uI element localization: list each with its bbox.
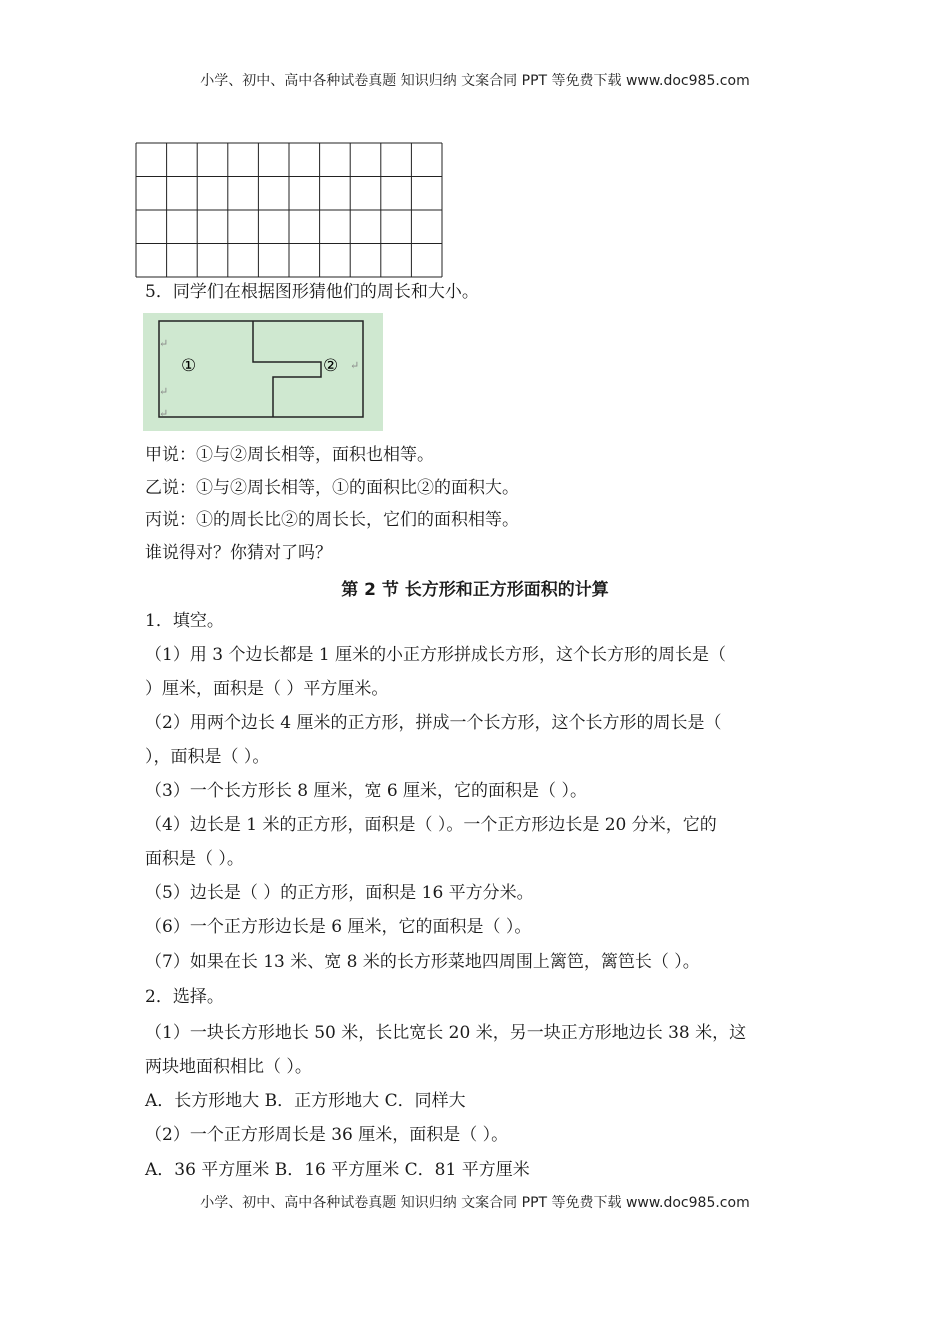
part1-line-6: （4）边长是 1 米的正方形，面积是（ ）。一个正方形边长是 20 分米，它的: [145, 815, 717, 835]
figure-background: [143, 313, 383, 431]
part1-line-4: ），面积是（ ）。: [145, 747, 270, 767]
part1-line-9: （6）一个正方形边长是 6 厘米，它的面积是（ ）。: [145, 917, 532, 937]
paragraph-mark-icon: ↵: [350, 359, 360, 372]
part1-line-8: （5）边长是（ ）的正方形，面积是 16 平方分米。: [145, 883, 534, 903]
question-who: 谁说得对？你猜对了吗？: [145, 543, 332, 563]
part2-line-3: （2）一个正方形周长是 36 厘米，面积是（ ）。: [145, 1125, 509, 1145]
part2-options-2: A．36 平方厘米 B．16 平方厘米 C．81 平方厘米: [145, 1160, 530, 1180]
part1-line-1: （1）用 3 个边长都是 1 厘米的小正方形拼成长方形，这个长方形的周长是（: [145, 645, 727, 665]
part2-line-2: 两块地面积相比（ ）。: [145, 1057, 312, 1077]
blank-grid: [135, 142, 445, 280]
perimeter-figure: [143, 313, 383, 431]
paragraph-mark-icon: ↵: [159, 385, 169, 398]
page-header: 小学、初中、高中各种试卷真题 知识归纳 文案合同 PPT 等免费下载 www.doc985.com: [200, 73, 750, 89]
part2-heading: 2．选择。: [145, 987, 224, 1007]
paragraph-mark-icon: ↵: [159, 407, 169, 420]
page-footer: 小学、初中、高中各种试卷真题 知识归纳 文案合同 PPT 等免费下载 www.doc985.com: [200, 1195, 750, 1211]
part1-heading: 1．填空。: [145, 611, 224, 631]
part1-line-5: （3）一个长方形长 8 厘米，宽 6 厘米，它的面积是（ ）。: [145, 781, 587, 801]
part1-line-7: 面积是（ ）。: [145, 849, 244, 869]
statement-jia: 甲说：①与②周长相等，面积也相等。: [145, 445, 434, 465]
part1-line-10: （7）如果在长 13 米、宽 8 米的长方形菜地四周围上篱笆，篱笆长（ ）。: [145, 952, 700, 972]
statement-yi: 乙说：①与②周长相等，①的面积比②的面积大。: [145, 478, 519, 498]
part1-line-2: ）厘米，面积是（ ）平方厘米。: [145, 679, 389, 699]
section-title: 第 2 节 长方形和正方形面积的计算: [341, 580, 609, 600]
part1-line-3: （2）用两个边长 4 厘米的正方形，拼成一个长方形，这个长方形的周长是（: [145, 713, 722, 733]
statement-bing: 丙说：①的周长比②的周长长，它们的面积相等。: [145, 510, 519, 530]
part2-line-1: （1）一块长方形地长 50 米，长比宽长 20 米，另一块正方形地边长 38 米，这: [145, 1023, 747, 1043]
region-1-label: ①: [181, 356, 197, 376]
region-2-label: ②: [323, 356, 339, 376]
part2-options-1: A．长方形地大 B．正方形地大 C．同样大: [145, 1091, 466, 1111]
q5-prompt: 5．同学们在根据图形猜他们的周长和大小。: [145, 282, 479, 302]
paragraph-mark-icon: ↵: [159, 337, 169, 350]
